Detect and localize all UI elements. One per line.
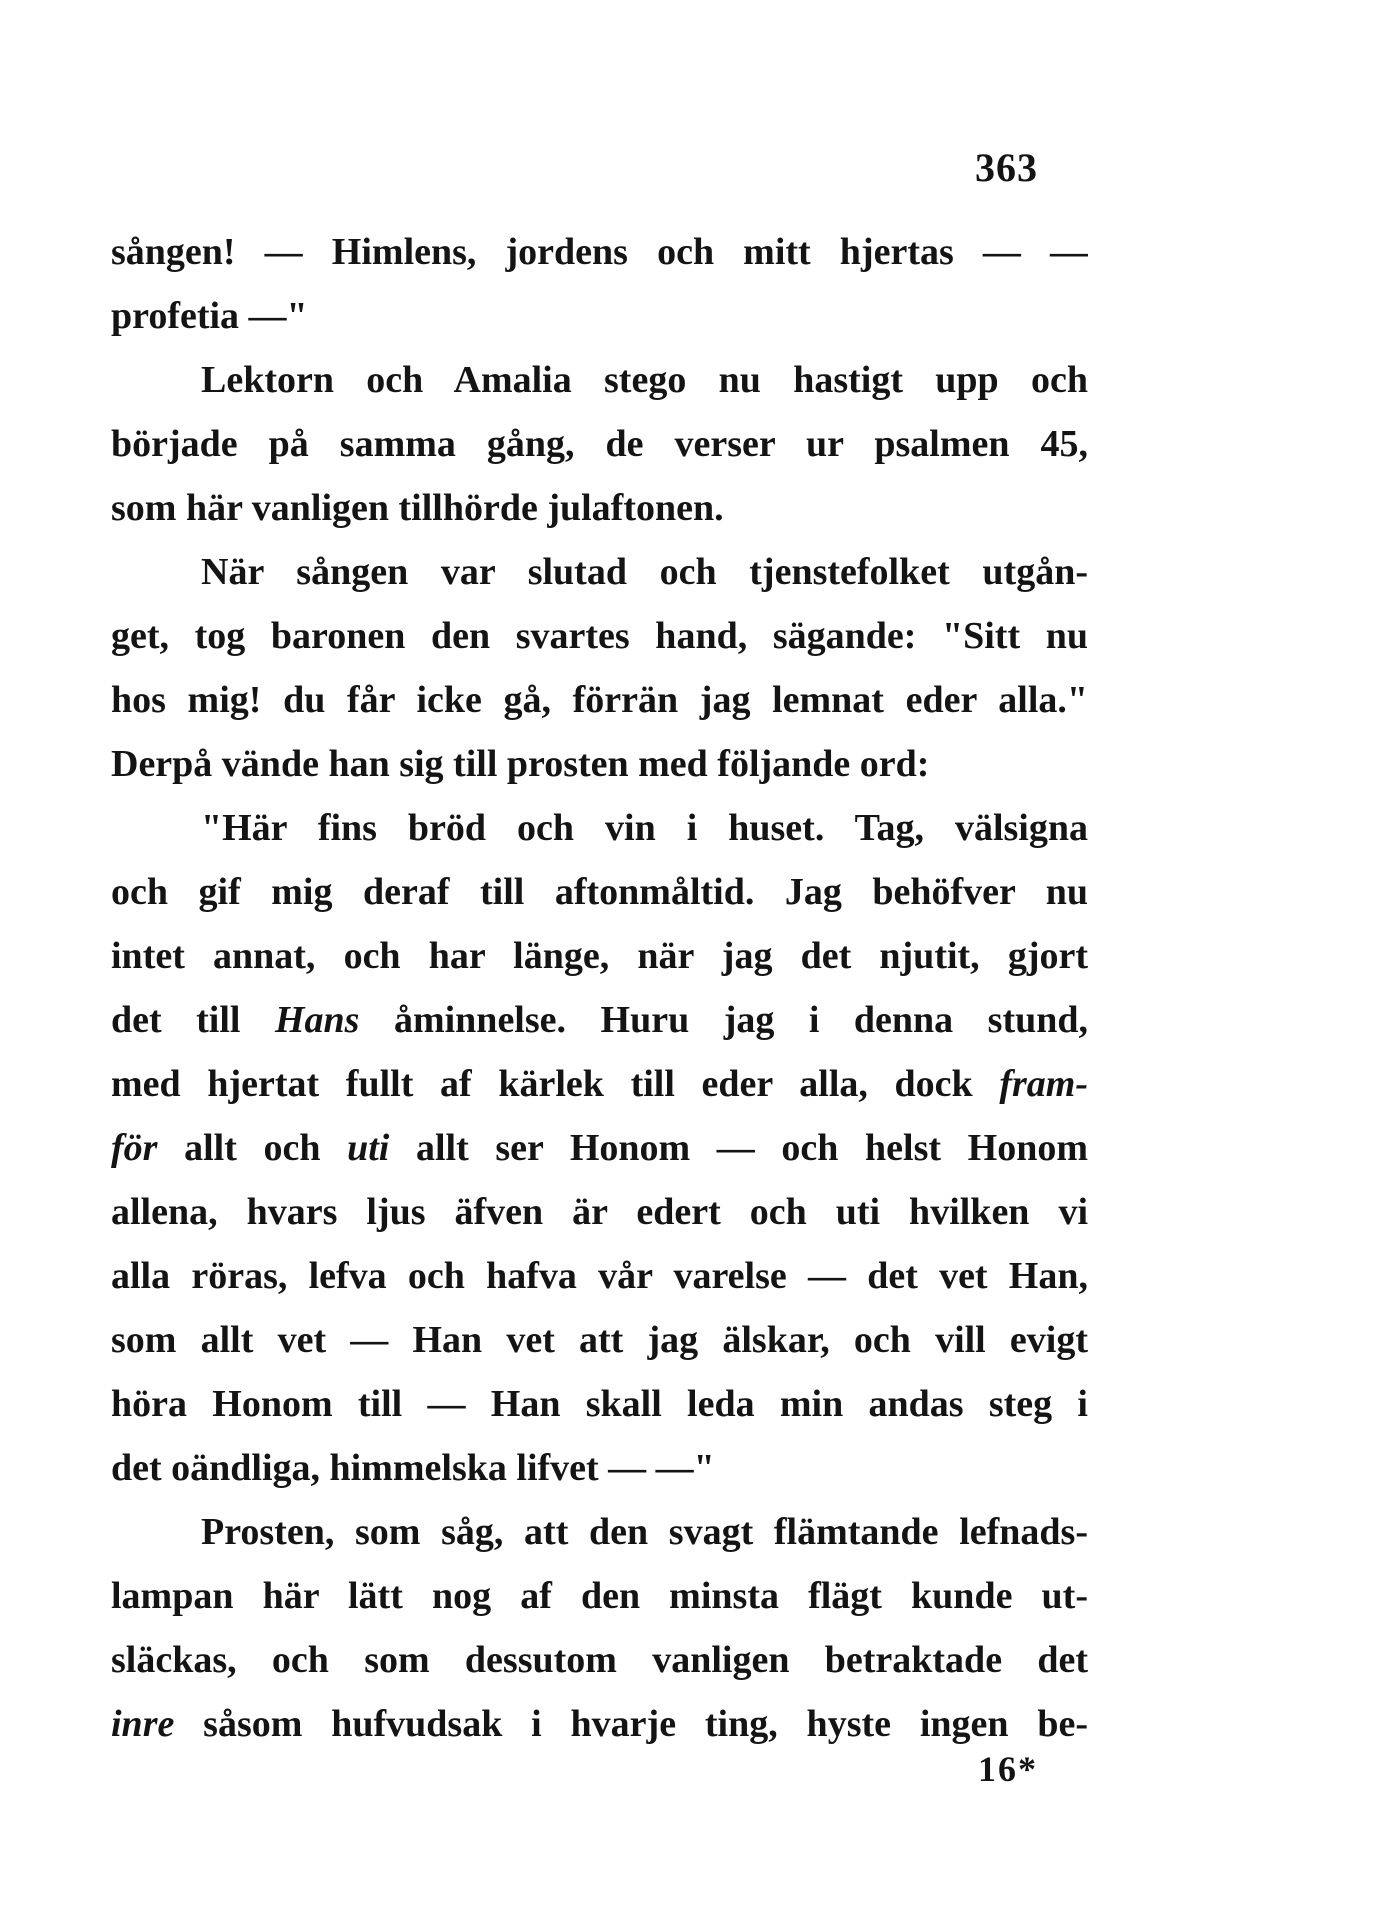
- text-line: [111, 988, 1088, 1052]
- emphasis-text: fram-: [999, 1063, 1088, 1105]
- text-line: [111, 1116, 1088, 1180]
- text-line: hos mig! du får icke gå, förrän jag lemnat eder alla.": [111, 679, 1088, 721]
- text-line: Lektorn och Amalia stego nu hastigt upp och: [201, 359, 1088, 401]
- text-line: "Här fins bröd och vin i huset. Tag, välsigna: [201, 807, 1088, 849]
- page-number: 363: [975, 145, 1038, 190]
- text-segment: det till: [111, 999, 275, 1041]
- text-line: alla röras, lefva och hafva vår varelse — det vet Han,: [111, 1255, 1088, 1297]
- page-text: [111, 220, 1088, 1756]
- text-line: Derpå vände han sig till prosten med följande ord:: [111, 743, 930, 785]
- signature-mark: 16*: [978, 1749, 1038, 1789]
- emphasis-text: inre: [111, 1703, 175, 1745]
- text-line: som allt vet — Han vet att jag älskar, och vill evigt: [111, 1319, 1088, 1361]
- text-line: som här vanligen tillhörde julaftonen.: [111, 487, 724, 529]
- text-line: det oändliga, himmelska lifvet — —": [111, 1447, 715, 1489]
- text-line: get, tog baronen den svartes hand, sägande: "Sitt nu: [111, 615, 1088, 657]
- text-line: allena, hvars ljus äfven är edert och uti hvilken vi: [111, 1191, 1088, 1233]
- text-segment: åminnelse. Huru jag i denna stund,: [359, 999, 1088, 1041]
- text-line: [111, 1692, 1088, 1756]
- text-line: profetia —": [111, 295, 308, 337]
- text-line: lampan här lätt nog af den minsta flägt kunde ut-: [111, 1575, 1088, 1617]
- text-line: höra Honom till — Han skall leda min andas steg i: [111, 1383, 1088, 1425]
- text-segment: allt och: [157, 1127, 348, 1169]
- text-segment: såsom hufvudsak i hvarje ting, hyste ingen be-: [174, 1703, 1088, 1745]
- text-line: intet annat, och har länge, när jag det njutit, gjort: [111, 935, 1088, 977]
- text-segment: med hjertat fullt af kärlek till eder alla, dock: [111, 1063, 1000, 1105]
- emphasis-text: för: [111, 1127, 158, 1169]
- text-line: Prosten, som såg, att den svagt flämtande lefnads-: [201, 1511, 1088, 1553]
- emphasis-text: Hans: [274, 999, 360, 1041]
- text-line: började på samma gång, de verser ur psalmen 45,: [111, 423, 1088, 465]
- text-line: sången! — Himlens, jordens och mitt hjertas — —: [111, 231, 1088, 273]
- text-segment: allt ser Honom — och helst Honom: [389, 1127, 1088, 1169]
- text-line: och gif mig deraf till aftonmåltid. Jag behöfver nu: [111, 871, 1088, 913]
- text-line: [111, 1052, 1088, 1116]
- text-line: släckas, och som dessutom vanligen betraktade det: [111, 1639, 1088, 1681]
- text-line: När sången var slutad och tjenstefolket utgån-: [201, 551, 1088, 593]
- emphasis-text: uti: [347, 1127, 390, 1169]
